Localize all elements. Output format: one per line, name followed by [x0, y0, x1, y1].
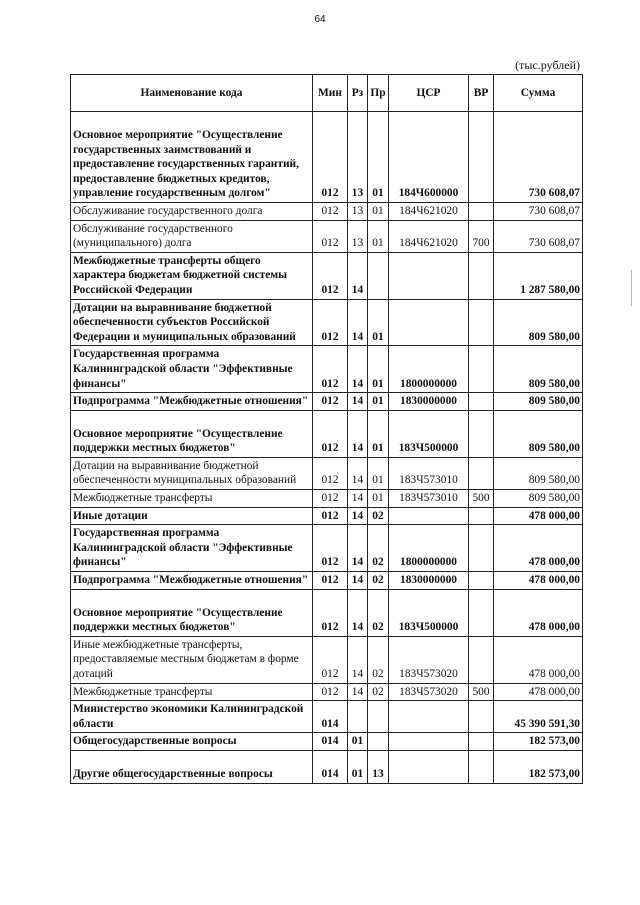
cell-rz: 14: [348, 525, 368, 572]
cell-min: 012: [313, 490, 348, 508]
cell-min: 014: [313, 701, 348, 733]
cell-csr: 1830000000: [389, 572, 469, 590]
cell-pr: 01: [368, 393, 389, 411]
cell-sum: 809 580,00: [494, 490, 583, 508]
cell-sum: 478 000,00: [494, 572, 583, 590]
table-row: [71, 636, 583, 683]
scan-artifact: [631, 270, 632, 306]
cell-vr: [469, 112, 494, 203]
cell-vr: [469, 252, 494, 299]
cell-min: 012: [313, 683, 348, 701]
header-csr: ЦСР: [389, 75, 469, 112]
cell-csr: [389, 299, 469, 346]
cell-sum: 730 608,07: [494, 112, 583, 203]
cell-sum: 730 608,07: [494, 202, 583, 220]
table-row: [71, 112, 583, 203]
table-row: [71, 572, 583, 590]
cell-min: 012: [313, 410, 348, 457]
cell-name: Подпрограмма "Межбюджетные отношения": [71, 393, 313, 411]
cell-name: Межбюджетные трансферты: [71, 683, 313, 701]
cell-vr: [469, 299, 494, 346]
cell-csr: 1800000000: [389, 346, 469, 393]
table-row: [71, 701, 583, 733]
cell-min: 012: [313, 112, 348, 203]
cell-sum: 478 000,00: [494, 525, 583, 572]
table-row: [71, 202, 583, 220]
cell-sum: 182 573,00: [494, 733, 583, 751]
cell-min: 014: [313, 733, 348, 751]
table-row: [71, 299, 583, 346]
cell-csr: [389, 252, 469, 299]
table-row: [71, 457, 583, 489]
cell-min: 012: [313, 457, 348, 489]
cell-min: 012: [313, 346, 348, 393]
cell-min: 012: [313, 636, 348, 683]
cell-pr: 02: [368, 683, 389, 701]
header-sum: Сумма: [494, 75, 583, 112]
cell-csr: 183Ч573010: [389, 490, 469, 508]
header-name: Наименование кода: [71, 75, 313, 112]
units-label: (тыс.рублей): [515, 58, 580, 72]
cell-rz: 14: [348, 457, 368, 489]
budget-table: [70, 74, 583, 784]
cell-name: Дотации на выравнивание бюджетной обеспеченности муниципальных образований: [71, 457, 313, 489]
cell-rz: 13: [348, 220, 368, 252]
table-row: [71, 220, 583, 252]
cell-vr: [469, 525, 494, 572]
cell-rz: 14: [348, 572, 368, 590]
cell-sum: 809 580,00: [494, 299, 583, 346]
cell-sum: 478 000,00: [494, 507, 583, 525]
table-row: [71, 507, 583, 525]
cell-csr: 1800000000: [389, 525, 469, 572]
cell-rz: 14: [348, 589, 368, 636]
header-vr: ВР: [469, 75, 494, 112]
cell-pr: 02: [368, 572, 389, 590]
cell-csr: 183Ч573010: [389, 457, 469, 489]
cell-name: Иные межбюджетные трансферты, предоставляемые местным бюджетам в форме дотаций: [71, 636, 313, 683]
cell-name: Обслуживание государственного долга: [71, 202, 313, 220]
header-rz: Рз: [348, 75, 368, 112]
cell-pr: 01: [368, 202, 389, 220]
cell-min: 012: [313, 589, 348, 636]
cell-vr: [469, 750, 494, 783]
cell-min: 012: [313, 252, 348, 299]
cell-vr: [469, 589, 494, 636]
cell-vr: [469, 457, 494, 489]
cell-rz: 14: [348, 393, 368, 411]
cell-vr: [469, 410, 494, 457]
cell-vr: [469, 507, 494, 525]
cell-pr: 02: [368, 636, 389, 683]
table-row: [71, 410, 583, 457]
table-header-row: [71, 75, 583, 112]
cell-min: 012: [313, 299, 348, 346]
cell-sum: 809 580,00: [494, 410, 583, 457]
cell-pr: 02: [368, 507, 389, 525]
cell-pr: [368, 252, 389, 299]
cell-min: 012: [313, 572, 348, 590]
header-pr: Пр: [368, 75, 389, 112]
cell-rz: 14: [348, 346, 368, 393]
cell-pr: 01: [368, 220, 389, 252]
cell-pr: 02: [368, 525, 389, 572]
table-row: [71, 750, 583, 783]
cell-pr: 01: [368, 410, 389, 457]
cell-pr: 01: [368, 112, 389, 203]
cell-csr: [389, 701, 469, 733]
cell-rz: 14: [348, 490, 368, 508]
cell-min: 012: [313, 507, 348, 525]
page-number: 64: [314, 14, 326, 25]
cell-name: Основное мероприятие "Осуществление государственных заимствований и предоставление государственных гарантий, предоставление бюджетных кредитов, управление государственным долгом": [71, 112, 313, 203]
cell-csr: 183Ч500000: [389, 410, 469, 457]
cell-name: Межбюджетные трансферты общего характера бюджетам бюджетной системы Российской Федерации: [71, 252, 313, 299]
cell-name: Другие общегосударственные вопросы: [71, 750, 313, 783]
cell-rz: 13: [348, 112, 368, 203]
cell-pr: [368, 701, 389, 733]
cell-min: 012: [313, 525, 348, 572]
cell-pr: 01: [368, 490, 389, 508]
cell-sum: 478 000,00: [494, 683, 583, 701]
cell-pr: 01: [368, 457, 389, 489]
cell-csr: [389, 750, 469, 783]
cell-sum: 182 573,00: [494, 750, 583, 783]
cell-sum: 730 608,07: [494, 220, 583, 252]
cell-min: 012: [313, 220, 348, 252]
table-row: [71, 346, 583, 393]
cell-min: 012: [313, 202, 348, 220]
cell-rz: 14: [348, 252, 368, 299]
cell-csr: 184Ч621020: [389, 220, 469, 252]
table-row: [71, 525, 583, 572]
table-row: [71, 393, 583, 411]
cell-name: Государственная программа Калининградской области "Эффективные финансы": [71, 346, 313, 393]
cell-name: Основное мероприятие "Осуществление поддержки местных бюджетов": [71, 589, 313, 636]
table-row: [71, 589, 583, 636]
cell-rz: 14: [348, 683, 368, 701]
cell-vr: [469, 701, 494, 733]
cell-rz: 13: [348, 202, 368, 220]
cell-name: Министерство экономики Калининградской области: [71, 701, 313, 733]
cell-name: Дотации на выравнивание бюджетной обеспеченности субъектов Российской Федерации и муниципальных образований: [71, 299, 313, 346]
table-row: [71, 252, 583, 299]
cell-pr: 01: [368, 299, 389, 346]
cell-rz: 14: [348, 410, 368, 457]
cell-name: Межбюджетные трансферты: [71, 490, 313, 508]
cell-name: Основное мероприятие "Осуществление поддержки местных бюджетов": [71, 410, 313, 457]
cell-csr: 183Ч573020: [389, 683, 469, 701]
cell-vr: 700: [469, 220, 494, 252]
cell-vr: [469, 346, 494, 393]
cell-sum: 809 580,00: [494, 346, 583, 393]
cell-name: Подпрограмма "Межбюджетные отношения": [71, 572, 313, 590]
cell-sum: 45 390 591,30: [494, 701, 583, 733]
cell-pr: 13: [368, 750, 389, 783]
cell-name: Общегосударственные вопросы: [71, 733, 313, 751]
cell-sum: 809 580,00: [494, 393, 583, 411]
cell-vr: [469, 393, 494, 411]
cell-rz: 14: [348, 299, 368, 346]
cell-vr: 500: [469, 683, 494, 701]
cell-min: 014: [313, 750, 348, 783]
cell-rz: 14: [348, 507, 368, 525]
cell-vr: [469, 202, 494, 220]
cell-sum: 478 000,00: [494, 636, 583, 683]
cell-csr: 184Ч600000: [389, 112, 469, 203]
table-row: [71, 683, 583, 701]
cell-sum: 809 580,00: [494, 457, 583, 489]
cell-rz: 14: [348, 636, 368, 683]
cell-vr: [469, 636, 494, 683]
cell-csr: [389, 733, 469, 751]
cell-sum: 478 000,00: [494, 589, 583, 636]
table-row: [71, 490, 583, 508]
cell-name: Иные дотации: [71, 507, 313, 525]
cell-sum: 1 287 580,00: [494, 252, 583, 299]
cell-min: 012: [313, 393, 348, 411]
cell-name: Обслуживание государственного (муниципального) долга: [71, 220, 313, 252]
cell-csr: [389, 507, 469, 525]
cell-rz: 01: [348, 733, 368, 751]
cell-pr: 01: [368, 346, 389, 393]
cell-vr: [469, 733, 494, 751]
header-min: Мин: [313, 75, 348, 112]
cell-pr: [368, 733, 389, 751]
cell-csr: 184Ч621020: [389, 202, 469, 220]
table-body: [71, 112, 583, 784]
cell-rz: 01: [348, 750, 368, 783]
cell-vr: [469, 572, 494, 590]
cell-rz: [348, 701, 368, 733]
table-row: [71, 733, 583, 751]
cell-csr: 1830000000: [389, 393, 469, 411]
cell-name: Государственная программа Калининградской области "Эффективные финансы": [71, 525, 313, 572]
cell-vr: 500: [469, 490, 494, 508]
cell-pr: 02: [368, 589, 389, 636]
cell-csr: 183Ч573020: [389, 636, 469, 683]
cell-csr: 183Ч500000: [389, 589, 469, 636]
